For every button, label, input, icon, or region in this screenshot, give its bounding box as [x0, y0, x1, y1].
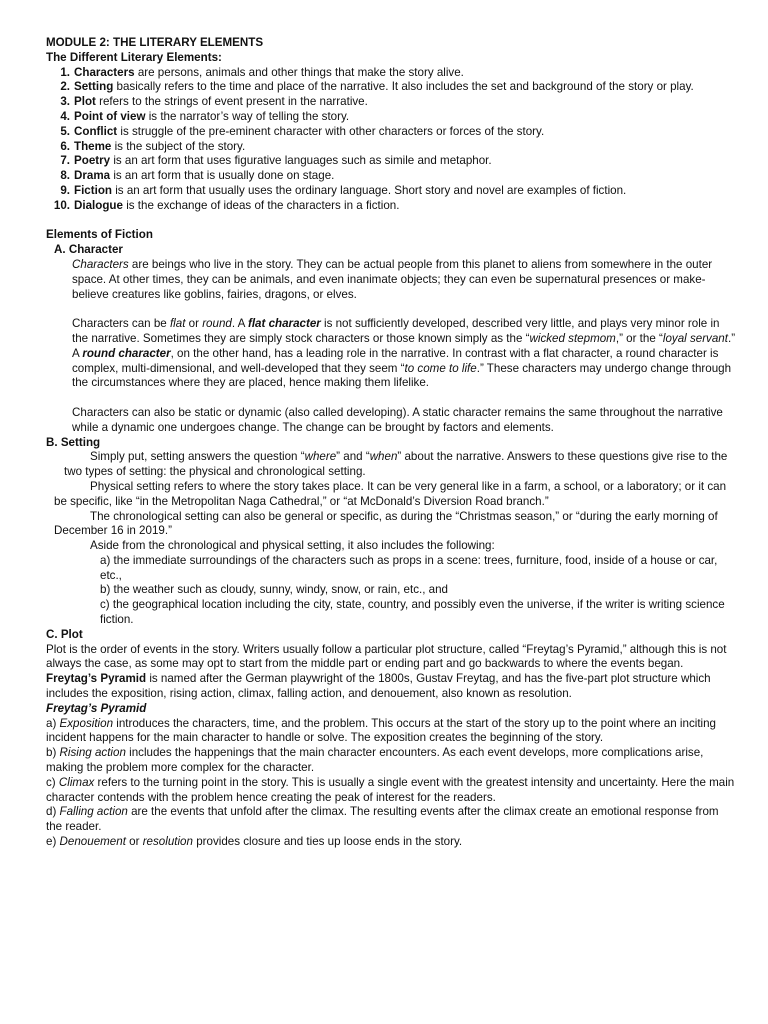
setting-item-a: a) the immediate surroundings of the characters such as props in a scene: trees, furniture, food, inside of a house or car, etc., — [100, 553, 718, 582]
character-paragraph-2 — [72, 317, 736, 391]
text-run: ” about the narrative. Answers to these questions give rise to the two types of setting: the physical and chronological setting. — [64, 450, 728, 479]
text-run: where — [304, 450, 337, 464]
text-run: round character — [82, 346, 171, 360]
elements-subtitle: The Different Literary Elements: — [46, 50, 222, 64]
list-item: 3. Plot refers to the strings of event present in the narrative. — [60, 95, 368, 109]
stage-exposition: a) Exposition introduces the characters, time, and the problem. This occurs at the start of the story up to the point where an inciting incident happens for the main character to handle or solve. The exposition creates the beginning of the story. — [46, 716, 717, 745]
list-item: 8. Drama is an art form that is usually done on stage. — [60, 169, 335, 183]
text-run: to come to life — [404, 361, 477, 375]
text-run: ” and “ — [336, 450, 370, 464]
text-run: wicked stepmom — [529, 331, 616, 345]
character-heading: A. Character — [54, 243, 123, 257]
text-run: round — [202, 317, 232, 331]
text-run: when — [369, 450, 398, 464]
text-run: . A — [231, 317, 248, 331]
text-run: flat — [169, 317, 186, 331]
setting-item-b: b) the weather such as cloudy, sunny, windy, snow, or rain, etc., and — [100, 583, 448, 597]
text-run: .” A — [72, 331, 736, 360]
setting-paragraph-4: Aside from the chronological and physical setting, it also includes the following: — [90, 539, 495, 553]
list-item: 7. Poetry is an art form that uses figurative languages such as simile and metaphor. — [60, 154, 492, 168]
text-run: .” These characters may undergo change through the circumstances where they are placed, hence making them lifelike. — [72, 361, 732, 390]
list-item: 5. Conflict is struggle of the pre-eminent character with other characters or forces of the story. — [60, 124, 545, 138]
stage-climax: c) Climax refers to the turning point in the story. This is usually a single event with the greatest intensity and uncertainty. Here the main character contends with the problem hence creating the peak of interest for the readers. — [46, 775, 735, 804]
text-run: flat character — [247, 317, 321, 331]
text-run: , on the other hand, has a leading role in the narrative. In contrast with a flat character, a round character is complex, multi-dimensional, and well-developed that they seem “ — [72, 346, 719, 375]
pyramid-heading: Freytag’s Pyramid — [46, 701, 147, 715]
list-item: 10. Dialogue is the exchange of ideas of the characters in a fiction. — [53, 198, 400, 212]
setting-item-c: c) the geographical location including the city, state, country, and possibly even the universe, if the writer is writing science fiction. — [100, 598, 725, 627]
fiction-heading: Elements of Fiction — [46, 228, 153, 242]
list-item: 4. Point of view is the narrator’s way of telling the story. — [60, 109, 350, 123]
plot-paragraph-1: Plot is the order of events in the story. Writers usually follow a particular plot structure, called “Freytag’s Pyramid,” although this is not always the case, as some may opt to start from the middle part or ending part and go backwards to where the events began. — [46, 642, 727, 671]
literary-elements-list — [52, 66, 736, 214]
plot-paragraph-2: Freytag’s Pyramid is named after the German playwright of the 1800s, Gustav Freytag, and has the five-part plot structure which includes the exposition, rising action, climax, falling action, and denouement, also known as resolution. — [46, 672, 711, 701]
plot-heading: C. Plot — [46, 627, 83, 641]
text-run: Characters can be — [72, 317, 170, 331]
list-item: 9. Fiction is an art form that usually uses the ordinary language. Short story and novel are examples of fiction. — [60, 183, 627, 197]
list-item: 6. Theme is the subject of the story. — [60, 139, 246, 153]
setting-paragraph-2: Physical setting refers to where the story takes place. It can be very general like in a farm, a school, or a laboratory; or it can be specific, like “in the Metropolitan Naga Cathedral,” or “at McDonald’s Diversion Road branch.” — [54, 479, 727, 508]
text-run: or — [185, 317, 203, 331]
text-run: Simply put, setting answers the question “ — [90, 450, 305, 464]
text-run: ,” or the “ — [615, 331, 663, 345]
list-item: 1. Characters are persons, animals and other things that make the story alive. — [60, 65, 464, 79]
list-item: 2. Setting basically refers to the time and place of the narrative. It also includes the set and background of the story or play. — [60, 80, 694, 94]
stage-denouement: e) Denouement or resolution provides closure and ties up loose ends in the story. — [46, 835, 463, 849]
text-run: loyal servant — [662, 331, 728, 345]
setting-paragraph-1 — [64, 450, 736, 480]
stage-rising-action: b) Rising action includes the happenings that the main character encounters. As each event develops, more complications arise, making the problem more complex for the character. — [46, 746, 704, 775]
character-paragraph-3: Characters can also be static or dynamic (also called developing). A static character remains the same throughout the narrative while a dynamic one undergoes change. The change can be brought by factors and elements. — [72, 405, 723, 434]
text-run: is not sufficiently developed, described very little, and plays very minor role in the narrative. Sometimes they are simply stock characters or those known simply as the “ — [72, 317, 720, 345]
setting-heading: B. Setting — [46, 435, 101, 449]
module-title: MODULE 2: THE LITERARY ELEMENTS — [46, 36, 264, 49]
setting-paragraph-3: The chronological setting can also be general or specific, as during the “Christmas season,” or “during the early morning of December 16 in 2019.” — [54, 509, 718, 538]
document-page — [46, 36, 736, 850]
character-paragraph-1: Characters are beings who live in the story. They can be actual people from this planet to aliens from somewhere in the outer space. At other times, they can be animals, and even inanimate objects; they can even be supernatural presences or make-believe creatures like goblins, fairies, dragons, or elves. — [72, 257, 713, 301]
stage-falling-action: d) Falling action are the events that unfold after the climax. The resulting events after the climax create an emotional response from the reader. — [46, 805, 719, 834]
